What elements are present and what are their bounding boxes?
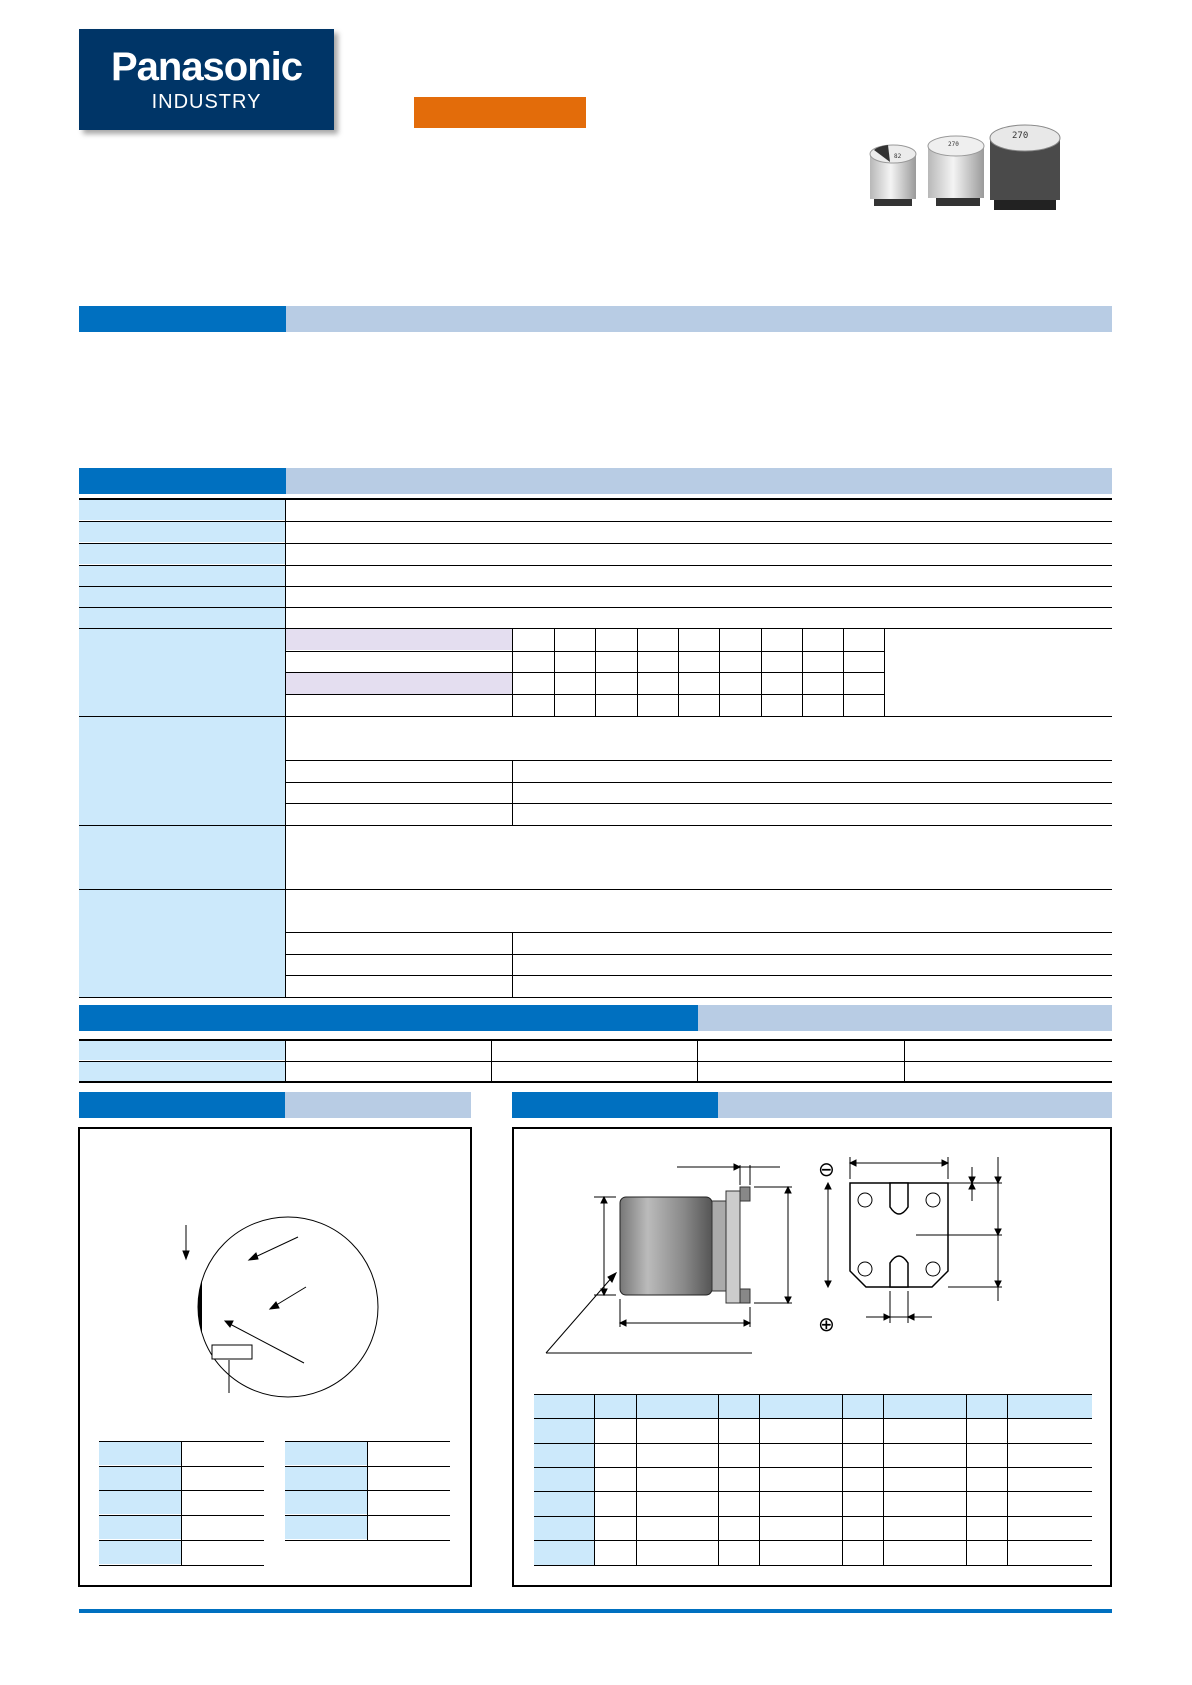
svg-text:270: 270 (1012, 131, 1029, 141)
product-photo (860, 124, 1070, 224)
section-bar-dimensions (512, 1092, 1112, 1118)
capacitor-medium (928, 136, 984, 206)
spec-label-cell (79, 544, 285, 564)
bottom-view (818, 1157, 1002, 1336)
section-bar-features (79, 306, 1112, 332)
capacitor-small (870, 145, 916, 206)
dimension-drawing (512, 1127, 1112, 1587)
freq-label-cell (79, 1041, 285, 1060)
lot-box-icon (212, 1345, 252, 1359)
logo-brand: Panasonic (110, 45, 303, 89)
svg-text:270: 270 (948, 141, 959, 148)
footer-rule (79, 1609, 1112, 1613)
spec-label-cell (79, 522, 285, 542)
spec-label-cell (79, 500, 285, 520)
section-bar-frequency (79, 1005, 1112, 1031)
sub-label-cell (286, 673, 512, 694)
series-tag (414, 97, 586, 128)
spec-label-cell (79, 717, 285, 825)
capacitor-large (990, 125, 1060, 210)
spec-label-cell (79, 566, 285, 586)
side-view (546, 1164, 792, 1353)
svg-text:82: 82 (894, 153, 902, 160)
section-bar-specifications (79, 468, 1112, 494)
minus-symbol: ⊖ (818, 1157, 835, 1181)
spec-label-cell (79, 629, 285, 716)
logo-division: INDUSTRY (151, 91, 262, 113)
plus-symbol: ⊕ (818, 1312, 835, 1336)
panasonic-logo (79, 29, 334, 130)
freq-label-cell (79, 1062, 285, 1081)
spec-label-cell (79, 826, 285, 889)
spec-label-cell (79, 587, 285, 607)
section-bar-marking (79, 1092, 471, 1118)
spec-label-cell (79, 608, 285, 628)
spec-label-cell (79, 890, 285, 998)
sub-label-cell (286, 629, 512, 650)
